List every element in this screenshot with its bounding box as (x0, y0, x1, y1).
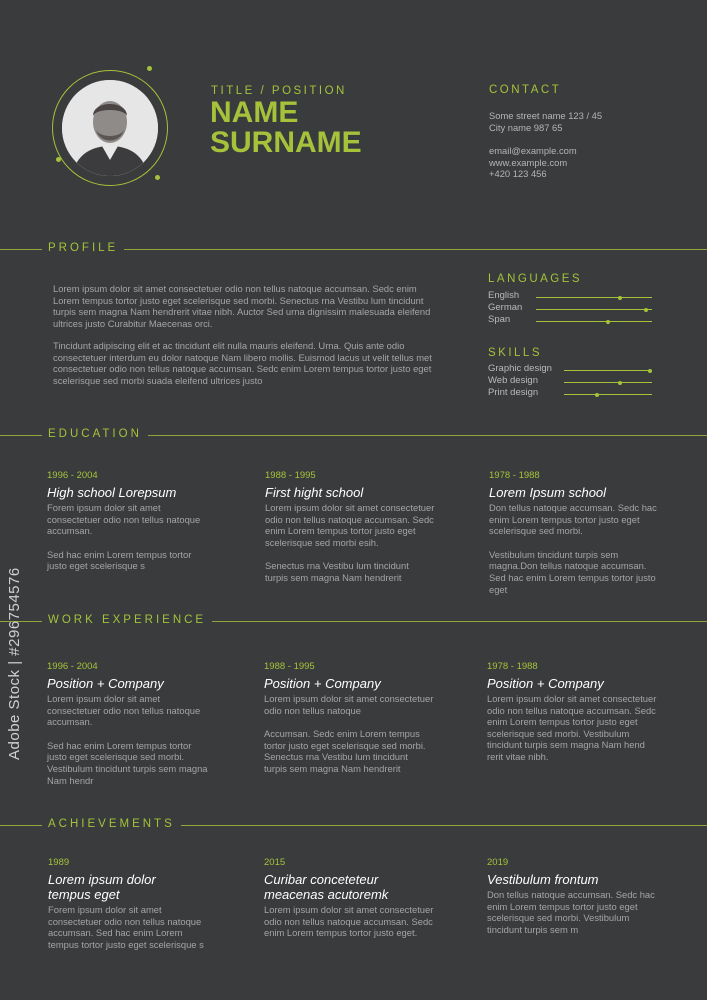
work-text-line: Sed hac enim Lorem tempus tortor (47, 739, 192, 751)
education-entry-text (265, 560, 450, 583)
first-name: NAME (210, 96, 299, 129)
contact-city: City name 987 65 (489, 122, 563, 133)
education-text-line: Sed hac enim Lorem tempus tortor (47, 548, 192, 560)
profile-heading: PROFILE (42, 242, 124, 254)
education-year: 1988 - 1995 (265, 470, 316, 481)
work-title-line: Position + Company (264, 676, 381, 691)
achievements-text-line: tempus tortor justo eget scelerisque s (48, 938, 204, 950)
achievements-entry-text (487, 889, 672, 935)
education-text-line: Senectus rna Vestibu lum tincidunt (265, 560, 409, 572)
work-text-line: Senectus rna Vestibu lum tincidunt (264, 751, 408, 763)
work-year: 1978 - 1988 (487, 661, 538, 672)
work-entry-text (487, 693, 672, 763)
work-text-line: odio non tellus natoque accumsan. Sedc (487, 704, 656, 716)
education-text-line: enim Lorem tempus tortor justo eget (265, 525, 416, 537)
work-text-line: Accumsan. Sedc enim Lorem tempus (264, 728, 420, 740)
work-text-line: odio non tellus natoque (264, 704, 361, 716)
education-entry (489, 470, 674, 595)
education-text-line: odio non tellus natoque accumsan. Sedc (265, 513, 434, 525)
achievements-title-line: Vestibulum frontum (487, 872, 599, 887)
achievements-text-line: accumsan. Sed hac enim Lorem (48, 927, 183, 939)
ring-dot (56, 157, 61, 162)
title-position: TITLE / POSITION (211, 85, 347, 97)
stock-id-watermark: Adobe Stock | #296754576 (6, 567, 23, 760)
achievements-year: 2015 (264, 857, 286, 868)
education-text-line: turpis sem magna Nam hendrerit (265, 571, 402, 583)
work-entry-title (264, 676, 449, 691)
achievements-year: 2019 (487, 857, 509, 868)
languages-level-bar (536, 297, 652, 298)
work-title-line: Position + Company (487, 676, 604, 691)
work-text-line: Lorem ipsum dolor sit amet consectetuer (487, 693, 657, 704)
work-text-line: turpis sem magna Nam hendrerit (264, 762, 401, 774)
education-title-line: High school Lorepsum (47, 485, 177, 500)
work-entry-text (264, 728, 449, 774)
contact-street: Some street name 123 / 45 (489, 110, 603, 121)
skills-level-bar (564, 382, 652, 383)
languages-level-bar (536, 321, 652, 322)
achievements-text-line: Lorem ipsum dolor sit amet consectetuer (264, 904, 434, 915)
work-text-line: Lorem ipsum dolor sit amet (47, 693, 161, 704)
education-text-line: scelerisque sed morbi. (489, 525, 583, 537)
achievements-text-line: Forem ipsum dolor sit amet (48, 904, 162, 915)
achievements-entry (264, 857, 449, 939)
education-title-line: Lorem Ipsum school (489, 485, 607, 500)
languages-level-dot (618, 296, 622, 300)
education-year: 1996 - 2004 (47, 470, 98, 481)
work-text-line: scelerisque sed morbi. Vestibulum (487, 727, 630, 739)
work-entry-title (47, 676, 232, 691)
contact-web[interactable]: www.example.com (489, 157, 568, 168)
languages-label: English (488, 290, 520, 301)
education-year: 1978 - 1988 (489, 470, 540, 481)
work-entry (47, 661, 232, 786)
work-entry-text (47, 740, 232, 786)
ring-dot (155, 175, 160, 180)
achievements-title-line: meacenas acutoremk (264, 887, 389, 902)
achievements-year: 1989 (48, 857, 70, 868)
languages-heading: LANGUAGES (488, 273, 583, 285)
work-heading: WORK EXPERIENCE (42, 614, 212, 626)
education-entry-title (489, 485, 674, 500)
education-text-line: Lorem ipsum dolor sit amet consectetuer (265, 502, 435, 513)
education-entry (265, 470, 450, 584)
education-heading: EDUCATION (42, 428, 148, 440)
work-text-line: tortor justo eget scelerisque sed morbi. (264, 739, 426, 751)
education-text-line: magna.Don tellus natoque accumsan. (489, 560, 647, 572)
languages-level-dot (606, 320, 610, 324)
skills-label: Print design (488, 387, 539, 398)
achievements-text-line: scelerisque sed morbi. Vestibulum (487, 912, 630, 924)
achievements-heading: ACHIEVEMENTS (42, 818, 181, 830)
education-entry-title (265, 485, 450, 500)
education-text-line: scelerisque sed morbi esih. (265, 536, 379, 548)
achievements-entry-title (487, 872, 672, 887)
work-entry-text (264, 693, 449, 716)
work-text-line: accumsan. (47, 716, 93, 728)
achievements-text-line: consectetuer odio non tellus natoque (48, 915, 202, 927)
languages-level-bar (536, 309, 652, 310)
work-title-line: Position + Company (47, 676, 164, 691)
profile-paragraph-2: Tincidunt adipiscing elit et ac tincidunt elit nulla mauris eleifend. Urna. Quis ante odio consectetuer interdum eu dolor natoque Nam libero mollis. Euismod lacus ut velit tellus met consectetuer odio non tellus natoque accumsan. Sedc enim Lorem tempus tortor justo eget scelerisque sed morbi suada eleifend ultrices justo (53, 340, 432, 386)
achievements-entry-text (48, 904, 233, 950)
achievements-text-line: tincidunt turpis sem m (487, 923, 579, 935)
contact-phone: +420 123 456 (489, 168, 547, 179)
education-text-line: Sed hac enim Lorem tempus tortor justo (489, 571, 656, 583)
education-entry (47, 470, 232, 572)
achievements-entry (487, 857, 672, 935)
skills-label: Web design (488, 375, 538, 386)
education-entry-text (489, 502, 674, 537)
education-title-line: First hight school (265, 485, 364, 500)
work-text-line: Nam hendr (47, 774, 94, 786)
education-text-line: Vestibulum tincidunt turpis sem (489, 548, 619, 560)
work-text-line: Vestibulum tincidunt turpis sem magna (47, 762, 208, 774)
education-text-line: accumsan. (47, 525, 93, 537)
work-text-line: Lorem ipsum dolor sit amet consectetuer (264, 693, 434, 704)
education-text-line: consectetuer odio non tellus natoque (47, 513, 201, 525)
skills-level-dot (648, 369, 652, 373)
work-text-line: justo eget scelerisque sed morbi. (47, 751, 185, 763)
work-entry-title (487, 676, 672, 691)
profile-paragraph-1: Lorem ipsum dolor sit amet consectetuer odio non tellus natoque accumsan. Sedc enim Lorem tempus tortor justo eget scelerisque sed morbi. Senectus rna Vestibu lum tincidunt turpis sem magna Nam hendrerit vitae nibh. Auctor Sed urna dignissim malesuada eleifend ultrices justo Curabitur Maecenas orci. (53, 283, 431, 329)
languages-label: Span (488, 314, 511, 325)
contact-email[interactable]: email@example.com (489, 145, 577, 156)
achievements-entry-title (264, 872, 449, 902)
achievements-text-line: odio non tellus natoque accumsan. Sedc (264, 915, 433, 927)
achievements-title-line: tempus eget (48, 887, 120, 902)
education-entry-title (47, 485, 232, 500)
education-text-line: Don tellus natoque accumsan. Sedc hac (489, 502, 657, 513)
languages-label: German (488, 302, 523, 313)
work-entry-text (47, 693, 232, 728)
achievements-text-line: enim Lorem tempus tortor justo eget (487, 900, 638, 912)
education-text-line: enim Lorem tempus tortor justo eget (489, 513, 640, 525)
achievements-entry-text (264, 904, 449, 939)
contact-heading: CONTACT (489, 84, 562, 96)
education-entry-text (489, 549, 674, 595)
work-text-line: tincidunt turpis sem magna Nam hend (487, 739, 645, 751)
skills-level-bar (564, 370, 652, 371)
achievements-title-line: Lorem ipsum dolor (48, 872, 156, 887)
skills-heading: SKILLS (488, 347, 542, 359)
skills-level-bar (564, 394, 652, 395)
achievements-text-line: enim Lorem tempus tortor justo eget. (264, 927, 418, 939)
work-entry (487, 661, 672, 763)
skills-label: Graphic design (488, 363, 552, 374)
education-text-line: justo eget scelerisque s (47, 560, 145, 572)
work-entry (264, 661, 449, 775)
education-text-line: Forem ipsum dolor sit amet (47, 502, 161, 513)
education-entry-text (47, 502, 232, 537)
work-text-line: consectetuer odio non tellus natoque (47, 704, 201, 716)
skills-level-dot (618, 381, 622, 385)
achievements-entry-title (48, 872, 233, 902)
education-entry-text (265, 502, 450, 548)
work-text-line: enim Lorem tempus tortor justo eget (487, 716, 638, 728)
work-year: 1988 - 1995 (264, 661, 315, 672)
languages-level-dot (644, 308, 648, 312)
achievements-text-line: Don tellus natoque accumsan. Sedc hac (487, 889, 655, 900)
work-year: 1996 - 2004 (47, 661, 98, 672)
education-text-line: eget (489, 583, 508, 595)
achievements-entry (48, 857, 233, 950)
achievements-title-line: Curibar conceteteur (264, 872, 379, 887)
work-text-line: rerit vitae nibh. (487, 750, 549, 762)
profile-photo (62, 80, 158, 176)
ring-dot (147, 66, 152, 71)
surname: SURNAME (210, 126, 362, 159)
education-entry-text (47, 549, 232, 572)
